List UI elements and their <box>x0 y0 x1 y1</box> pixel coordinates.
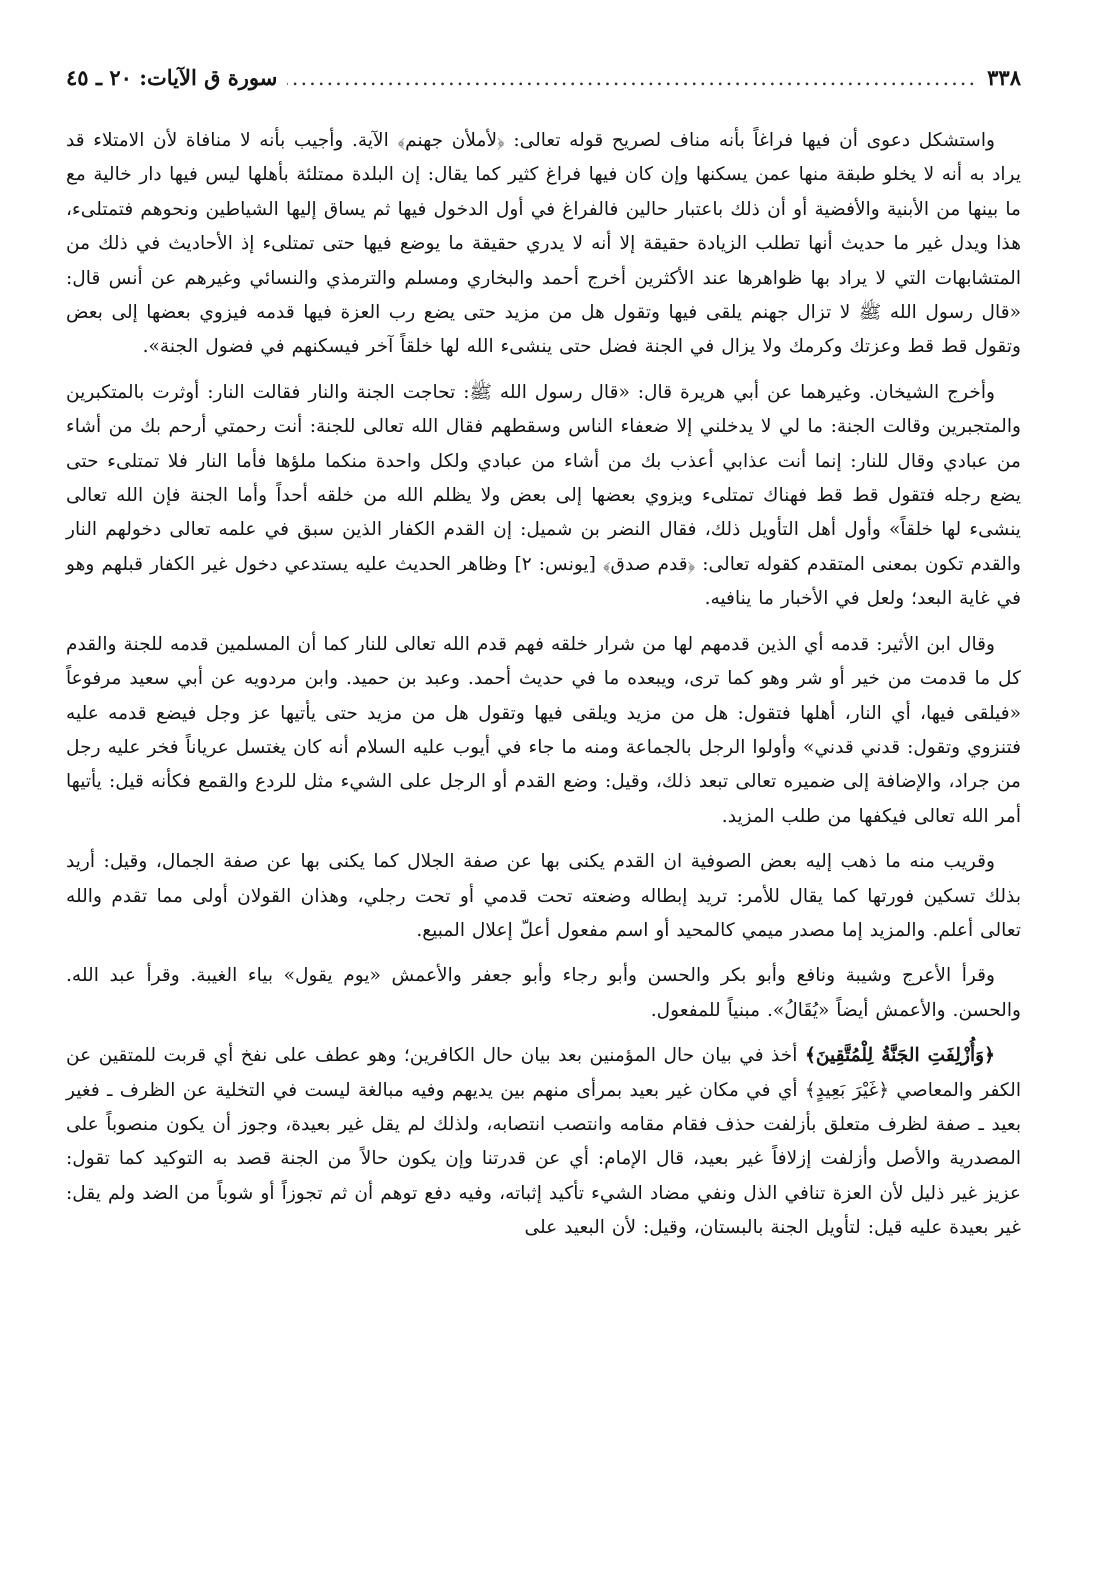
book-page <box>66 58 1021 1257</box>
leader-dots <box>287 58 977 98</box>
paragraph <box>66 1039 1021 1245</box>
chapter-title: سورة ق الآيات: ٢٠ ـ ٤٥ <box>66 65 278 90</box>
paragraph: وقريب منه ما ذهب إليه بعض الصوفية ان القدم يكنى بها عن صفة الجلال كما يكنى بها عن صفة الجمال، وقيل: أريد بذلك تسكين فورتها كما يقال للأمر: تريد إبطاله وضعته تحت قدمي أو تحت رجلي، وهذان القولان أولى مما تقدم والله تعالى أعلم. والمزيد إما مصدر ميمي كالمحيد أو اسم مفعول أعلّ إعلال المبيع. <box>66 851 1021 941</box>
body-text <box>66 124 1021 1246</box>
paragraph: واستشكل دعوى أن فيها فراغاً بأنه مناف لصريح قوله تعالى: ﴿لأملأن جهنم﴾ الآية. وأجيب بأنه لا منافاة لأن الامتلاء قد يراد به أنه لا يخلو طبقة منها عمن يسكنها وإن كان فيها فراغ كثير كما يقال: إن البلدة ممتلئة بأهلها ليس فيها دار خالية مع ما بينها من الأبنية والأفضية أو أن ذلك باعتبار حالين فالفراغ في أول الدخول فيها ثم يساق إليها الشياطين ونحوهم فتمتلىء، هذا ويدل غير ما حديث أنها تطلب الزيادة حقيقة إلا أنه لا يدري حقيقة ما يوضع فيها حتى تمتلىء إذ الأحاديث في ذلك من المتشابهات التي لا يراد بها ظواهرها عند الأكثرين أخرج أحمد والبخاري ومسلم والترمذي والنسائي وغيرهم عن أنس قال: «قال رسول الله ﷺ لا تزال جهنم يلقى فيها وتقول هل من مزيد حتى يضع رب العزة فيها قدمه فيزوي بعضها إلى بعض وتقول قط قط وعزتك وكرمك ولا يزال في الجنة فضل حتى ينشىء الله لها خلقاً آخر فيسكنهم في فضول الجنة». <box>66 130 1021 358</box>
running-header <box>66 58 1021 98</box>
paragraph: وقال ابن الأثير: قدمه أي الذين قدمهم لها من شرار خلقه فهم قدم الله تعالى للنار كما أن المسلمين قدمه للجنة والقدم كل ما قدمت من خير أو شر وهو كما ترى، ويبعده ما في حديث أحمد. وعبد بن حميد. وابن مردويه عن أبي سعيد مرفوعاً «فيلقى فيها، أي النار، أهلها فتقول: هل من مزيد ويلقى فيها وتقول هل من مزيد حتى يأتيها عز وجل فيضع قدمه عليه فتنزوي وتقول: قدني قدني» وأولوا الرجل بالجماعة ومنه ما جاء في أيوب عليه السلام أنه كان يغتسل عرياناً فخر عليه رجل من جراد، والإضافة إلى ضميره تعالى تبعد ذلك، وقيل: وضع القدم أو الرجل على الشيء مثل للردع والقمع فكأنه قيل: يأتيها أمر الله تعالى فيكفها من طلب المزيد. <box>66 633 1021 827</box>
commentary-text: أخذ في بيان حال المؤمنين بعد بيان حال الكافرين؛ وهو عطف على نفخ أي قربت للمتقين عن الكفر والمعاصي ﴿غَيْرَ بَعِيدٍ﴾ أي في مكان غير بعيد بمرأى منهم بين يديهم وفيه مبالغة ليست في التخلية عن الظرف ـ فغير بعيد ـ صفة لظرف متعلق بأزلفت حذف فقام مقامه وانتصب انتصابه، ولذلك لم يقل غير بعيدة، وجوز أن يكون منصوباً على المصدرية والأصل وأزلفت إزلافاً غير بعيد، قال الإمام: أي عن قدرتنا وإن يكون حالاً من الجنة قصد به التوكيد كما تقول: عزيز غير ذليل لأن العزة تنافي الذل ونفي مضاد الشيء تأكيد إثباته، وفيه دفع توهم أن ثم تجوزاً أو شوباً من الضد ولم يقل: غير بعيدة عليه قيل: لتأويل الجنة بالبستان، وقيل: لأن البعيد على <box>66 1045 1021 1239</box>
verse-headword: ﴿وَأُزْلِفَتِ الجَنَّةُ لِلْمُتَّقِينَ﴾ <box>804 1045 995 1067</box>
paragraph: وأخرج الشيخان. وغيرهما عن أبي هريرة قال: «قال رسول الله ﷺ: تحاجت الجنة والنار فقالت النار: أوثرت بالمتكبرين والمتجبرين وقالت الجنة: ما لي لا يدخلني إلا ضعفاء الناس وسقطهم فقال الله تعالى للجنة: أنت رحمتي أرحم بك من أشاء من عبادي وقال للنار: إنما أنت عذابي أعذب بك من أشاء من عبادي ولكل واحدة منكما ملؤها فأما النار فلا تمتلىء حتى يضع رجله فتقول قط قط فهناك تمتلىء ويزوي بعضها إلى بعض ولا يظلم الله من خلقه أحداً وأما الجنة فإن الله تعالى ينشىء لها خلقاً» وأول أهل التأويل ذلك، فقال النضر بن شميل: إن القدم الكفار الذين سبق في علمه تعالى دخولهم النار والقدم تكون بمعنى المتقدم كقوله تعالى: ﴿قدم صدق﴾ [يونس: ٢] وظاهر الحديث عليه يستدعي دخول غير الكفار قبلهم وهو في غاية البعد؛ ولعل في الأخبار ما ينافيه. <box>66 381 1021 610</box>
paragraph: وقرأ الأعرج وشيبة ونافع وأبو بكر والحسن وأبو رجاء وأبو جعفر والأعمش «يوم يقول» بياء الغيبة. وقرأ عبد الله. والحسن. والأعمش أيضاً «يُقَالُ». مبنياً للمفعول. <box>66 965 1021 1021</box>
page-number: ٣٣٨ <box>987 65 1021 90</box>
